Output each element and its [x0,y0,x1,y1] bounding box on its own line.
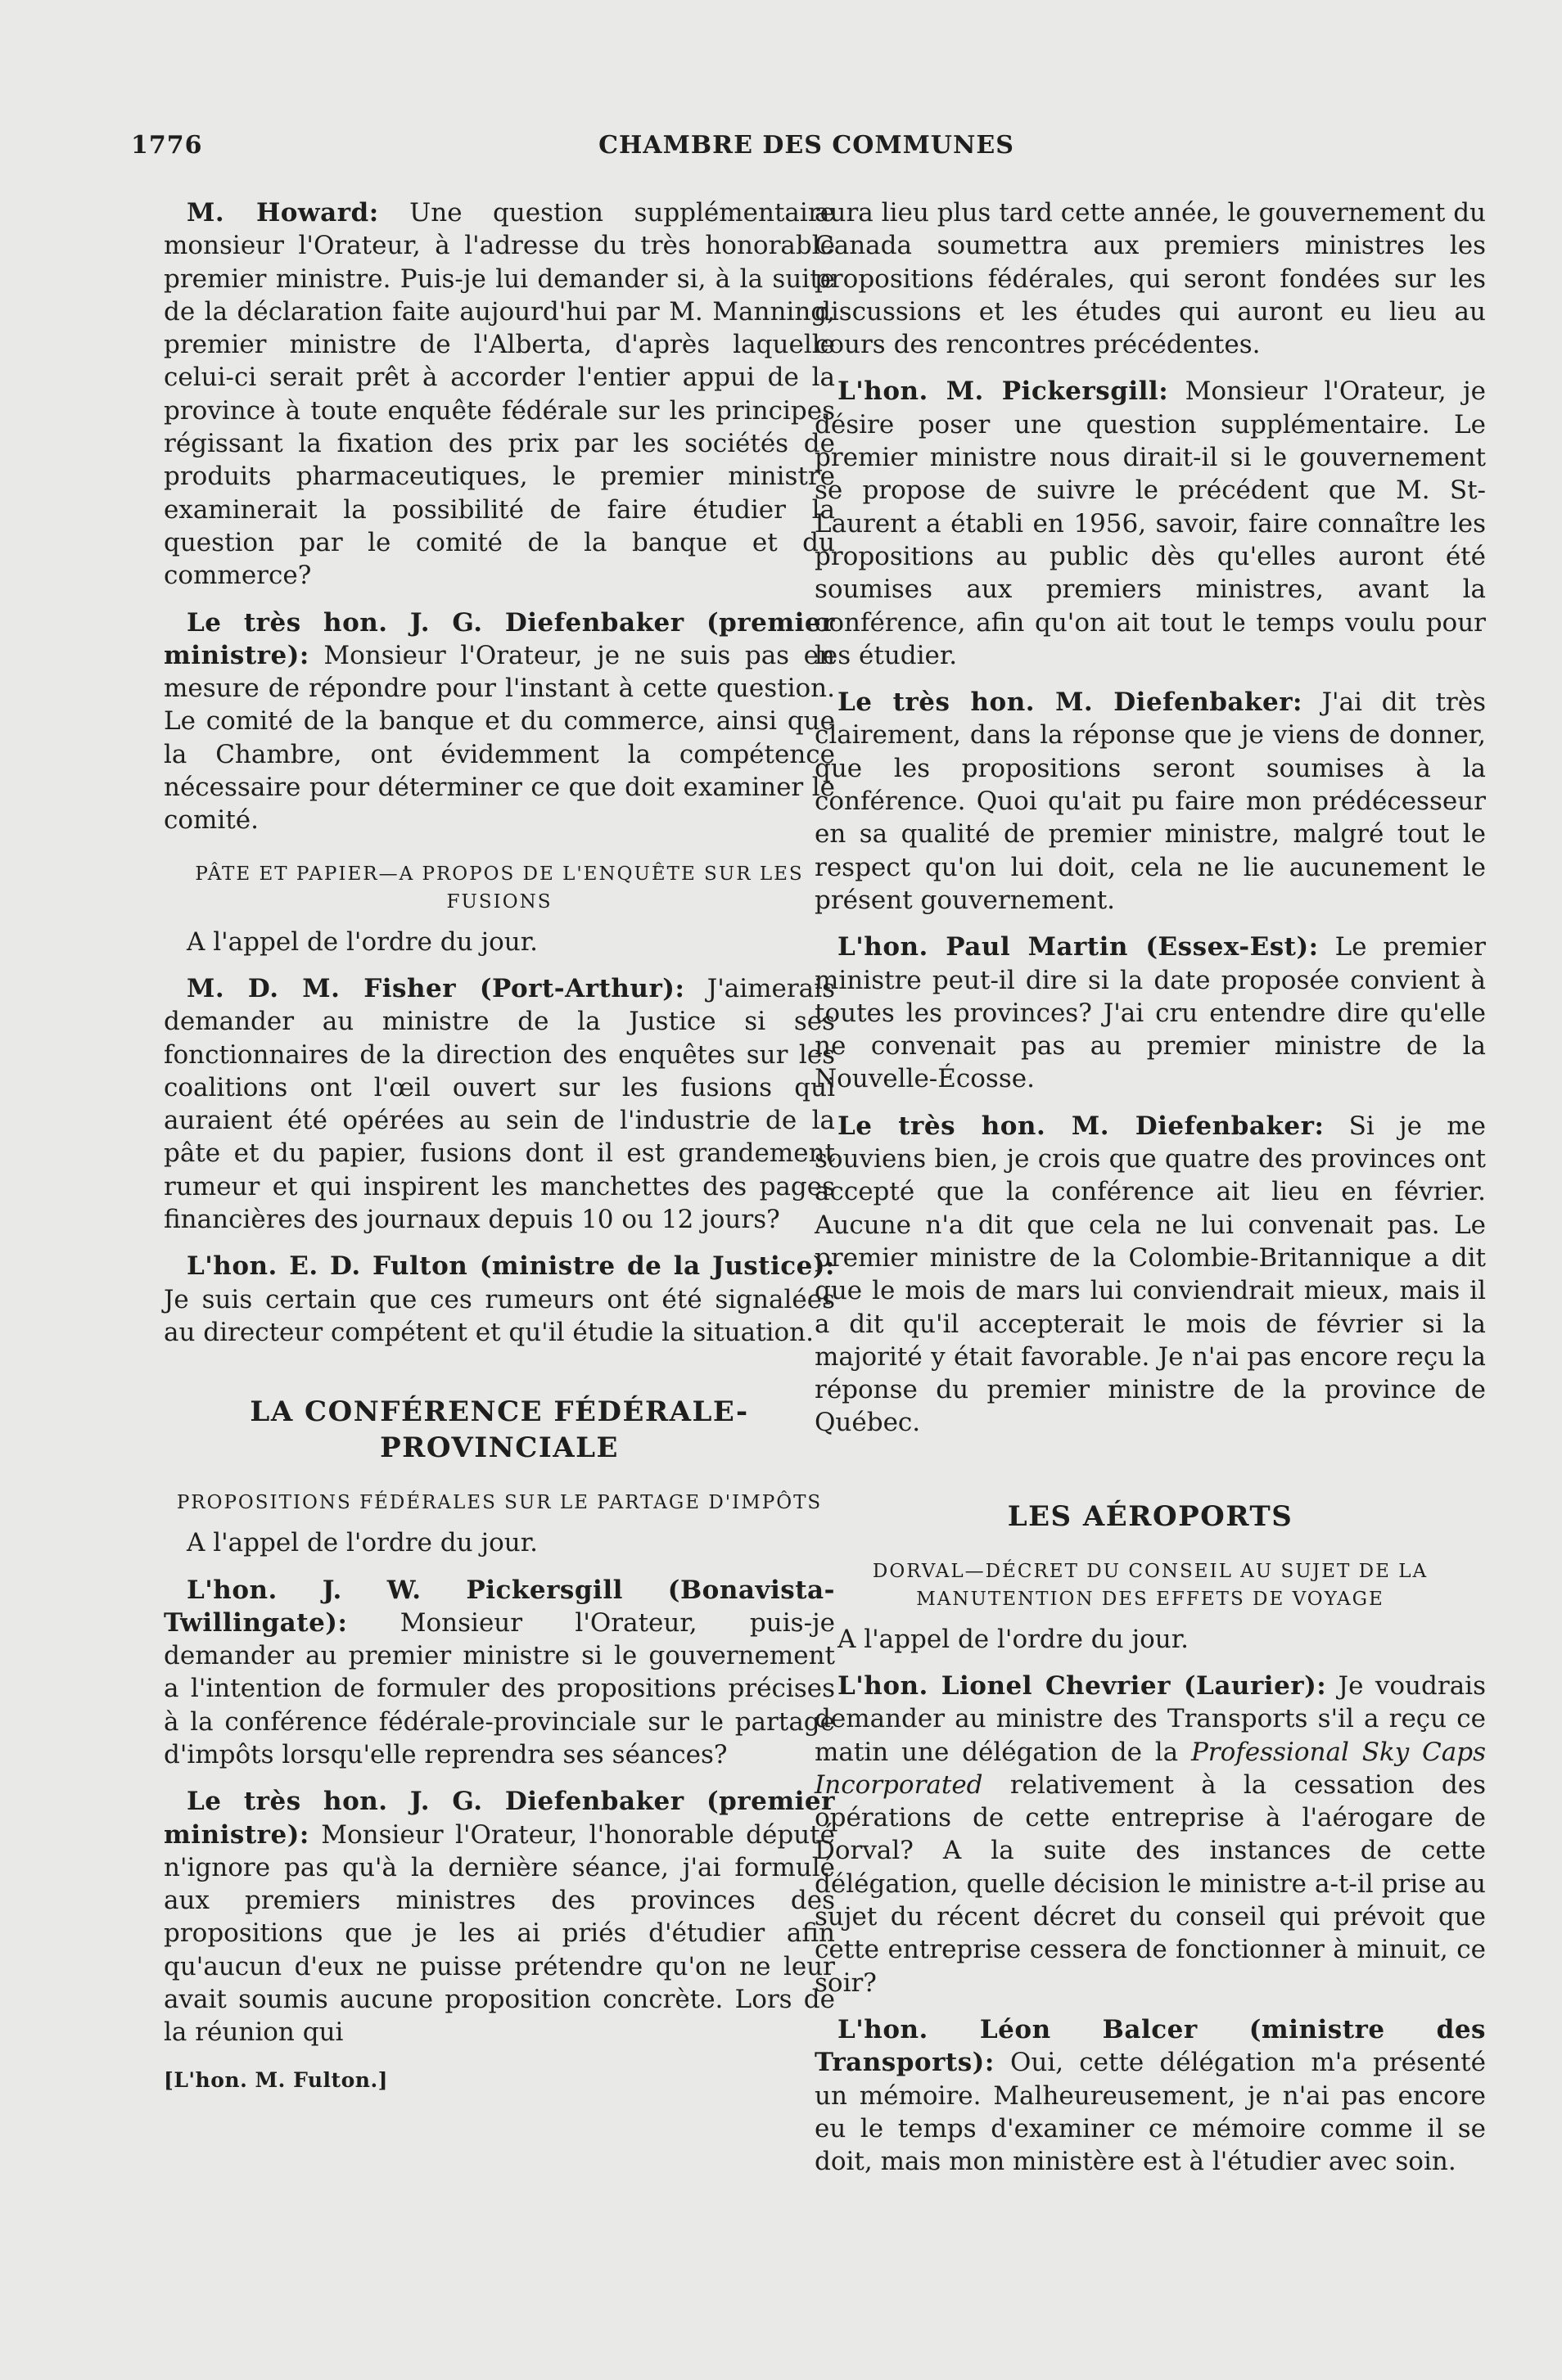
paragraph-text: Oui, cette délégation m'a présenté un mémoire. Malheureusement, je n'ai pas encore eu le temps d'examiner ce mémoire comme il se doit, mais mon ministère est à l'étudier avec soin. [815,2048,1486,2177]
paragraph-text: Monsieur l'Orateur, l'honorable député n'ignore pas qu'à la dernière séance, j'ai formulé aux premiers ministres des provinces des propositions que je les ai priés d'étudier afin qu'aucun d'eux ne puisse prétendre qu'on ne leur avait soumis aucune proposition concrète. Lors de la réunion qui [164,1819,835,2048]
speaker-name: L'hon. M. Pickersgill: [837,376,1169,407]
paragraph-text: Monsieur l'Orateur, je ne suis pas en mesure de répondre pour l'instant à cette question. Le comité de la banque et du commerce, ainsi que la Chambre, ont évidemment la compétence nécessaire pour déterminer ce que doit examiner le comité. [164,640,835,836]
speaker-name: Le très hon. M. Diefenbaker: [837,1111,1325,1141]
paragraph: A l'appel de l'ordre du jour. [837,1624,1189,1654]
section-title: LES AÉROPORTS [1007,1499,1293,1533]
paragraph-text: J'ai dit très clairement, dans la réponse que je viens de donner, que les propositions seront soumises à la conférence. Quoi qu'ait pu faire mon prédécesseur en sa qualité de premier ministre, malgré tout le respect qu'on lui doit, cela ne lie aucunement le présent gouvernement. [815,687,1486,915]
paragraph [164,972,835,1236]
paragraph-text: Le premier ministre peut-il dire si la date proposée convient à toutes les provinces? J'ai cru entendre dire qu'elle ne convenait pas au premier ministre de la Nouvelle-Écosse. [815,932,1487,1094]
subheading: PÂTE ET PAPIER—A PROPOS DE L'ENQUÊTE SUR LES FUSIONS [195,863,804,913]
paragraph-text: Monsieur l'Orateur, je désire poser une question supplémentaire. Le premier ministre nous dirait-il si le gouvernement se propose de suivre le précédent que M. St-Laurent a établi en 1956, savoir, faire connaître les propositions au public dès qu'elles auront été soumises aux premiers ministres, avant la conférence, afin qu'on ait tout le temps voulu pour les étudier. [815,376,1486,670]
speaker-name: M. Howard: [187,198,379,228]
paragraph: A l'appel de l'ordre du jour. [187,1528,538,1558]
speaker-name: L'hon. J. W. Pickersgill (Bonavista-Twillingate): [164,1575,835,1638]
paragraph-text: relativement à la cessation des opérations de cette entreprise à l'aérogare de Dorval? A la suite des instances de cette délégation, quelle décision le ministre a-t-il prise au sujet du récent décret du conseil qui prévoit que cette entreprise cessera de fonctionner à minuit, ce soir? [815,1769,1486,1998]
speaker-name: L'hon. Lionel Chevrier (Laurier): [837,1670,1327,1701]
paragraph-text: Une question supplémentaire monsieur l'Orateur, à l'adresse du très honorable premier ministre. Puis-je lui demander si, à la suite de la déclaration faite aujourd'hui par M. Manning, premier ministre de l'Alberta, d'après laquelle celui-ci serait prêt à accorder l'entier appui de la province à toute enquête fédérale sur les principes régissant la fixation des prix par les sociétés de produits pharmaceutiques, le premier ministre examinerait la possibilité de faire étudier la question par le comité de la banque et du commerce? [164,198,835,591]
paragraph [164,606,835,837]
paragraph [815,2013,1486,2178]
running-title: CHAMBRE DES COMMUNES [598,131,1014,160]
page-header [131,131,1482,172]
speaker-name: Le très hon. J. G. Diefenbaker (premier ministre): [164,607,835,670]
subheading: PROPOSITIONS FÉDÉRALES SUR LE PARTAGE D'IMPÔTS [176,1492,823,1514]
paragraph-text: Si je me souviens bien, je crois que quatre des provinces ont accepté que la conférence ait lieu en février. Aucune n'a dit que cela ne lui convenait pas. Le premier ministre de la Colombie-Britannique a dit que le mois de mars lui conviendrait mieux, mais il a dit qu'il accepterait le mois de février si la majorité y était favorable. Je n'ai pas encore reçu la réponse du premier ministre de la province de Québec. [815,1111,1486,1438]
speaker-name: Le très hon. M. Diefenbaker: [837,687,1302,718]
paragraph [164,1250,835,1349]
paragraph [815,1110,1486,1440]
page-number: 1776 [131,131,203,160]
subheading: DORVAL—DÉCRET DU CONSEIL AU SUJET DE LA MANUTENTION DES EFFETS DE VOYAGE [872,1560,1429,1610]
right-column [815,196,1486,2192]
paragraph [815,931,1486,1095]
paragraph: aura lieu plus tard cette année, le gouvernement du Canada soumettra aux premiers ministres les propositions fédérales, qui seront fondées sur les discussions et les études qui auront eu lieu au cours des rencontres précédentes. [815,198,1486,360]
paragraph [815,1670,1486,1999]
paragraph [815,686,1486,917]
paragraph-text: Monsieur l'Orateur, puis-je demander au premier ministre si le gouvernement a l'intention de formuler des propositions précises à la conférence fédérale-provinciale sur le partage d'impôts lorsqu'elle reprendra ses séances? [164,1607,835,1769]
paragraph [164,196,835,593]
speaker-name: L'hon. Léon Balcer (ministre des Transports): [815,2014,1486,2078]
speaker-name: M. D. M. Fisher (Port-Arthur): [187,973,685,1003]
paragraph-text: Je suis certain que ces rumeurs ont été signalées au directeur compétent et qu'il étudie la situation. [164,1284,835,1347]
speaker-name: L'hon. E. D. Fulton (ministre de la Justice): [187,1251,835,1282]
paragraph [815,375,1486,672]
paragraph-text: J'aimerais demander au ministre de la Justice si ses fonctionnaires de la direction des enquêtes sur les coalitions ont l'œil ouvert sur les fusions qui auraient été opérées au sein de l'industrie de la pâte et du papier, fusions dont il est grandement rumeur et qui inspirent les manchettes des pages financières des journaux depuis 10 ou 12 jours? [164,973,835,1235]
company-name: Professional Sky Caps Incorporated [815,1737,1486,1800]
left-column [164,196,835,2097]
paragraph [164,1574,835,1772]
paragraph-text: Je voudrais demander au ministre des Transports s'il a reçu ce matin une délégation de la [815,1670,1486,1767]
speaker-name: Le très hon. J. G. Diefenbaker (premier ministre): [164,1787,835,1850]
footer-attribution: [L'hon. M. Fulton.] [164,2067,388,2092]
paragraph [164,1785,835,2049]
section-title: LA CONFÉRENCE FÉDÉRALE-PROVINCIALE [250,1395,749,1465]
speaker-name: L'hon. Paul Martin (Essex-Est): [837,932,1319,962]
paragraph: A l'appel de l'ordre du jour. [187,926,538,957]
